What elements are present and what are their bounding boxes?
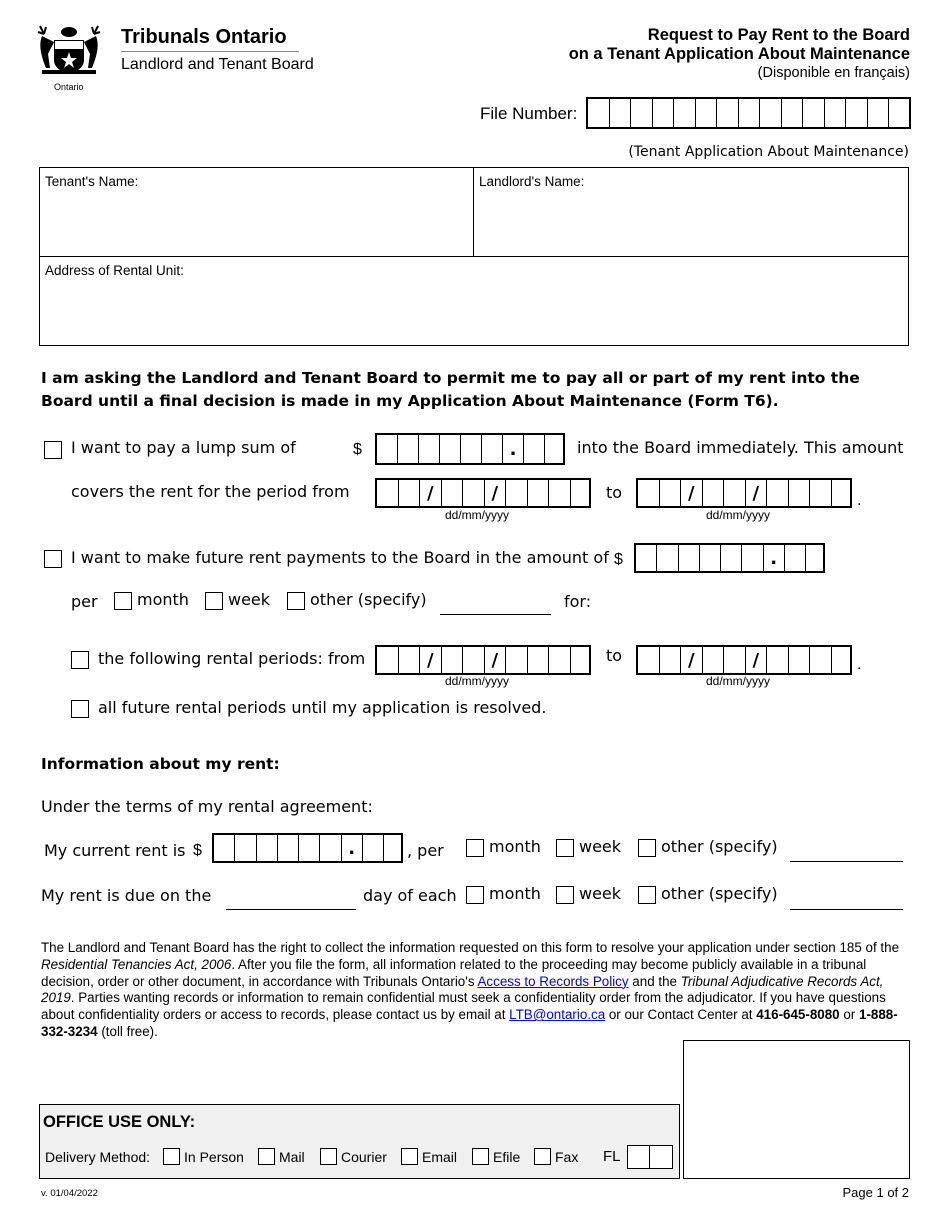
lump-sum-amount-input[interactable]: [375, 433, 565, 465]
privacy-text: or our Contact Center at: [605, 1007, 757, 1023]
following-to-date[interactable]: [636, 645, 852, 675]
file-number-input[interactable]: [586, 97, 911, 129]
tenant-name-field[interactable]: [40, 168, 474, 257]
date-sep: /: [752, 649, 760, 671]
per-other-specify-field[interactable]: [440, 598, 551, 615]
delivery-inperson-label: In Person: [184, 1149, 244, 1165]
following-period-end-dot: .: [857, 656, 862, 673]
form-title: [569, 26, 910, 82]
current-rent-input[interactable]: [212, 833, 403, 863]
board-name: Landlord and Tenant Board: [121, 56, 314, 73]
office-use-heading: OFFICE USE ONLY:: [43, 1113, 196, 1131]
current-rent-dollar: $: [193, 842, 202, 859]
all-future-checkbox[interactable]: [71, 700, 89, 718]
privacy-text: . Parties wanting records or information to remain confidential must seek a confidentiality order from the adjudicator. If you have questions about confidentiality orders or access to records, please contact us by email at: [41, 990, 886, 1023]
per-label: per: [71, 592, 98, 611]
date-format-hint: dd/mm/yyyy: [445, 674, 510, 688]
due-week-label: week: [579, 884, 622, 903]
page-number: Page 1 of 2: [842, 1185, 909, 1200]
request-intro: I am asking the Landlord and Tenant Board to permit me to pay all or part of my rent into the Board until a final decision is made in my Application About Maintenance (Form T6).: [41, 369, 860, 410]
landlord-name-label: Landlord's Name:: [479, 174, 585, 189]
delivery-efile-label: Efile: [493, 1149, 521, 1165]
period-to-label: to: [606, 483, 623, 502]
privacy-text: (toll free).: [97, 1023, 158, 1039]
rental-terms-label: Under the terms of my rental agreement:: [41, 797, 373, 816]
due-month-label: month: [489, 884, 541, 903]
delivery-efile-checkbox[interactable]: [472, 1148, 489, 1165]
date-format-hint: dd/mm/yyyy: [706, 674, 771, 688]
future-dollar: $: [614, 551, 623, 568]
for-label: for:: [564, 592, 592, 611]
rent-month-label: month: [489, 837, 541, 856]
delivery-email-checkbox[interactable]: [401, 1148, 418, 1165]
lump-sum-checkbox[interactable]: [44, 441, 62, 459]
form-title-french: (Disponible en français): [757, 65, 910, 81]
rent-month-checkbox[interactable]: [466, 839, 484, 857]
privacy-text: and the: [628, 973, 681, 989]
all-future-label: all future rental periods until my application is resolved.: [98, 698, 547, 717]
future-payments-label: I want to make future rent payments to the Board in the amount of: [71, 548, 609, 567]
crest-caption: Ontario: [54, 82, 84, 92]
period-end-dot: .: [857, 492, 862, 509]
access-records-link[interactable]: Access to Records Policy: [477, 973, 629, 989]
application-type: (Tenant Application About Maintenance): [628, 144, 909, 160]
per-week-checkbox[interactable]: [205, 592, 223, 610]
date-sep: /: [426, 649, 434, 671]
rent-week-checkbox[interactable]: [556, 839, 574, 857]
future-payments-checkbox[interactable]: [44, 550, 62, 568]
delivery-email-label: Email: [422, 1149, 458, 1165]
privacy-text: or: [839, 1007, 859, 1023]
date-sep: /: [687, 649, 695, 671]
date-sep: /: [491, 482, 499, 504]
lump-sum-label: I want to pay a lump sum of: [71, 438, 296, 457]
date-format-hint: dd/mm/yyyy: [706, 508, 771, 522]
rental-address-label: Address of Rental Unit:: [45, 263, 184, 278]
delivery-mail-label: Mail: [279, 1149, 305, 1165]
rent-other-label: other (specify): [661, 837, 778, 856]
due-other-label: other (specify): [661, 884, 778, 903]
current-rent-per-label: , per: [407, 841, 444, 860]
form-title-line1: Request to Pay Rent to the Board: [647, 26, 910, 44]
per-month-checkbox[interactable]: [114, 592, 132, 610]
rental-address-field[interactable]: [40, 257, 908, 345]
delivery-inperson-checkbox[interactable]: [163, 1148, 180, 1165]
future-decimal: .: [770, 547, 778, 569]
per-week-label: week: [228, 590, 271, 609]
per-other-label: other (specify): [310, 590, 427, 609]
following-from-date[interactable]: [375, 645, 591, 675]
delivery-fax-label: Fax: [555, 1149, 579, 1165]
delivery-method-label: Delivery Method:: [45, 1149, 151, 1165]
rta-act: Residential Tenancies Act, 2006: [41, 956, 232, 972]
office-use-panel: [39, 1104, 680, 1179]
following-periods-label: the following rental periods: from: [98, 649, 366, 668]
ltb-email-link[interactable]: LTB@ontario.ca: [509, 1007, 606, 1023]
delivery-courier-checkbox[interactable]: [320, 1148, 337, 1165]
lump-sum-dollar: $: [353, 441, 362, 458]
date-sep: /: [687, 482, 695, 504]
current-rent-label: My current rent is: [44, 841, 186, 860]
following-periods-checkbox[interactable]: [71, 651, 89, 669]
period-from-label: covers the rent for the period from: [71, 482, 350, 501]
privacy-notice: [41, 940, 909, 1041]
org-name: Tribunals Ontario: [121, 26, 287, 48]
per-other-checkbox[interactable]: [287, 592, 305, 610]
version-label: v. 01/04/2022: [41, 1188, 98, 1199]
lump-period-from-date[interactable]: [375, 478, 591, 508]
date-sep: /: [426, 482, 434, 504]
following-to-label: to: [606, 646, 623, 665]
rent-other-checkbox[interactable]: [638, 839, 656, 857]
header-divider: [121, 51, 299, 52]
delivery-mail-checkbox[interactable]: [258, 1148, 275, 1165]
rent-other-specify-field[interactable]: [790, 845, 903, 862]
current-rent-decimal: .: [348, 837, 356, 859]
future-amount-input[interactable]: [634, 543, 825, 573]
rent-due-label: My rent is due on the: [41, 886, 212, 905]
rent-week-label: week: [579, 837, 622, 856]
office-stamp-box: [683, 1040, 910, 1179]
per-month-label: month: [137, 590, 189, 609]
fl-input[interactable]: [627, 1145, 673, 1169]
date-sep: /: [491, 649, 499, 671]
phone-tollfree: 1-888-332-3234: [41, 1007, 898, 1039]
landlord-name-field[interactable]: [474, 168, 908, 257]
due-month-checkbox[interactable]: [466, 886, 484, 904]
due-other-specify-field[interactable]: [790, 893, 903, 910]
tenant-name-label: Tenant's Name:: [45, 174, 139, 189]
header-logo-block: [34, 22, 314, 94]
date-sep: /: [752, 482, 760, 504]
lump-sum-after: into the Board immediately. This amount: [577, 438, 904, 457]
file-number-label: File Number:: [480, 104, 578, 123]
due-other-checkbox[interactable]: [638, 886, 656, 904]
ontario-crest-icon: [36, 24, 102, 80]
fl-label: FL: [603, 1148, 621, 1165]
rent-due-day-field[interactable]: [226, 893, 356, 910]
rent-info-heading: Information about my rent:: [41, 755, 280, 773]
date-format-hint: dd/mm/yyyy: [445, 508, 510, 522]
due-week-checkbox[interactable]: [556, 886, 574, 904]
lump-sum-decimal: .: [509, 438, 517, 460]
form-title-line2: on a Tenant Application About Maintenance: [568, 45, 910, 63]
lump-period-to-date[interactable]: [636, 478, 852, 508]
phone-local: 416-645-8080: [756, 1007, 840, 1023]
delivery-fax-checkbox[interactable]: [534, 1148, 551, 1165]
privacy-text: The Landlord and Tenant Board has the right to collect the information requested on this form to resolve your application under section 185 of the: [41, 940, 900, 955]
day-of-each-label: day of each: [363, 886, 457, 905]
tara-act: Tribunal Adjudicative Records Act, 2019: [41, 973, 884, 1006]
privacy-text: . After you file the form, all information related to the proceeding may become publicly available in a tribunal decision, order or other document, in accordance with Tribunals Ontario's: [41, 956, 867, 989]
delivery-courier-label: Courier: [341, 1149, 387, 1165]
parties-table: [39, 167, 909, 346]
